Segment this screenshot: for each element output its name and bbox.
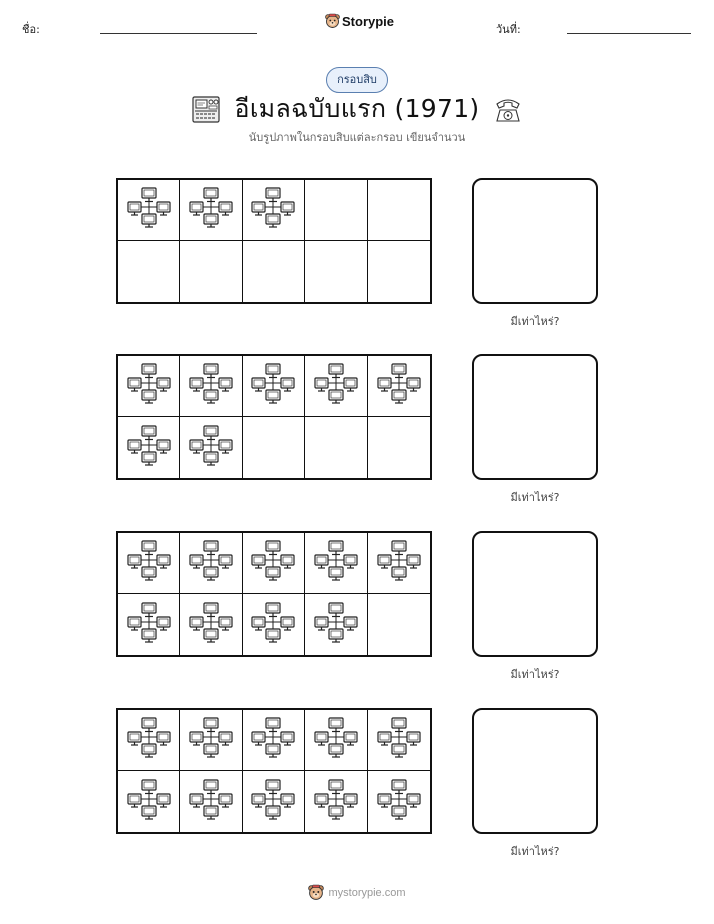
ten-frame-cell	[118, 180, 180, 241]
network-computers-icon	[127, 540, 171, 586]
ten-frame-cell	[180, 241, 242, 302]
network-computers-icon	[251, 602, 295, 648]
network-computers-icon	[377, 540, 421, 586]
brand-name: Storypie	[342, 13, 395, 29]
network-computers-icon	[314, 363, 358, 409]
instructions: นับรูปภาพในกรอบสิบแต่ละกรอบ เขียนจำนวน	[248, 131, 466, 144]
ten-frame-cell	[243, 594, 305, 655]
network-computers-icon	[127, 363, 171, 409]
ten-frame-cell	[180, 710, 242, 771]
network-computers-icon	[189, 779, 233, 825]
ten-frame-cell	[368, 241, 430, 302]
network-computers-icon	[189, 187, 233, 233]
network-computers-icon	[127, 779, 171, 825]
answer-box[interactable]	[472, 708, 598, 834]
ten-frame-cell	[243, 180, 305, 241]
ten-frame-cell	[118, 710, 180, 771]
ten-frame-cell	[305, 594, 367, 655]
bear-mascot-icon	[308, 884, 324, 901]
how-many-label: มีเท่าไหร่?	[510, 315, 560, 328]
network-computers-icon	[189, 540, 233, 586]
network-computers-icon	[189, 363, 233, 409]
network-computers-icon	[314, 602, 358, 648]
ten-frame-cell	[118, 241, 180, 302]
ten-frame-cell	[368, 180, 430, 241]
network-computers-icon	[314, 779, 358, 825]
how-many-label: มีเท่าไหร่?	[510, 668, 560, 681]
network-computers-icon	[251, 717, 295, 763]
network-computers-icon	[314, 717, 358, 763]
how-many-label: มีเท่าไหร่?	[510, 845, 560, 858]
ten-frame-cell	[305, 710, 367, 771]
ten-frame-cell	[368, 594, 430, 655]
network-computers-icon	[377, 363, 421, 409]
ten-frame-cell	[180, 771, 242, 832]
title-row	[0, 90, 714, 128]
ten-frame-cell	[368, 710, 430, 771]
ten-frame-cell	[243, 241, 305, 302]
ten-frame-cell	[368, 771, 430, 832]
network-computers-icon	[127, 187, 171, 233]
network-computers-icon	[251, 363, 295, 409]
date-write-line	[567, 33, 691, 34]
ten-frame-cell	[368, 356, 430, 417]
network-computers-icon	[127, 602, 171, 648]
ten-frame-cell	[118, 594, 180, 655]
ten-frame	[116, 531, 432, 657]
date-label: วันที่:	[496, 23, 521, 36]
network-computers-icon	[189, 425, 233, 471]
ten-frame-cell	[305, 241, 367, 302]
ten-frame-cell	[368, 533, 430, 594]
network-computers-icon	[251, 779, 295, 825]
network-computers-icon	[189, 717, 233, 763]
network-computers-icon	[377, 779, 421, 825]
ten-frame-cell	[118, 533, 180, 594]
ten-frame	[116, 178, 432, 304]
computer-terminal-icon	[191, 94, 221, 124]
network-computers-icon	[377, 717, 421, 763]
network-computers-icon	[251, 187, 295, 233]
answer-box[interactable]	[472, 531, 598, 657]
brand-logo	[325, 13, 394, 29]
ten-frame-cell	[305, 356, 367, 417]
footer-url: mystorypie.com	[328, 886, 406, 899]
topic-badge: กรอบสิบ	[326, 67, 388, 93]
ten-frame-cell	[243, 417, 305, 478]
ten-frame-cell	[118, 771, 180, 832]
ten-frame-cell	[180, 417, 242, 478]
ten-frame-cell	[180, 594, 242, 655]
answer-box[interactable]	[472, 178, 598, 304]
telephone-icon	[493, 95, 523, 123]
ten-frame-cell	[368, 417, 430, 478]
how-many-label: มีเท่าไหร่?	[510, 491, 560, 504]
page-title: อีเมลฉบับแรก (1971)	[234, 94, 480, 123]
ten-frame-cell	[305, 533, 367, 594]
network-computers-icon	[251, 540, 295, 586]
worksheet-header	[0, 0, 714, 40]
footer	[0, 884, 714, 901]
name-write-line	[100, 33, 257, 34]
ten-frame-cell	[180, 356, 242, 417]
ten-frame-cell	[305, 417, 367, 478]
network-computers-icon	[189, 602, 233, 648]
bear-mascot-icon	[325, 13, 340, 29]
network-computers-icon	[314, 540, 358, 586]
ten-frame-cell	[243, 710, 305, 771]
ten-frame-cell	[243, 533, 305, 594]
ten-frame-cell	[180, 180, 242, 241]
answer-box[interactable]	[472, 354, 598, 480]
ten-frame-cell	[118, 356, 180, 417]
ten-frame-cell	[118, 417, 180, 478]
ten-frame-cell	[243, 771, 305, 832]
network-computers-icon	[127, 717, 171, 763]
network-computers-icon	[127, 425, 171, 471]
ten-frame-cell	[243, 356, 305, 417]
ten-frame-cell	[180, 533, 242, 594]
ten-frame-cell	[305, 771, 367, 832]
ten-frame	[116, 354, 432, 480]
name-label: ชื่อ:	[22, 23, 40, 36]
ten-frame	[116, 708, 432, 834]
ten-frame-cell	[305, 180, 367, 241]
